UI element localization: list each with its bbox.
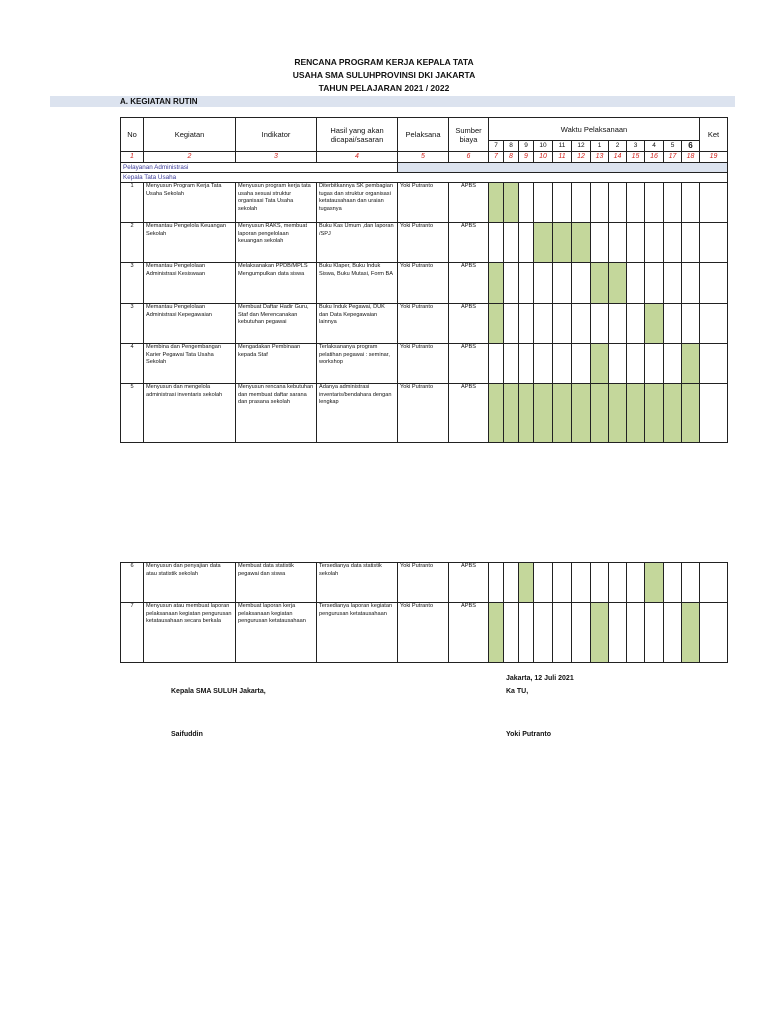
schedule-cell <box>572 563 591 603</box>
schedule-cell <box>664 344 682 384</box>
title-line-3: TAHUN PELAJARAN 2021 / 2022 <box>318 83 450 93</box>
cell-sumber: APBS <box>449 344 489 384</box>
schedule-cell <box>591 304 609 344</box>
cell-sumber: APBS <box>449 384 489 443</box>
cell-pelaksana: Yoki Putranto <box>398 603 449 663</box>
program-table-continued <box>120 562 728 663</box>
subheader-kepala: Kepala Tata Usaha <box>121 173 728 183</box>
cell-indikator: Membuat laporan kerja pelaksanaan kegiatan pengurusan ketatausahaan <box>236 603 317 663</box>
schedule-cell-active <box>609 384 627 443</box>
column-number-cell: 16 <box>645 152 664 163</box>
schedule-cell <box>682 304 700 344</box>
table-row <box>121 563 728 603</box>
header-pelaksana: Pelaksana <box>398 118 449 152</box>
month-cell: 7 <box>489 141 504 152</box>
month-cell: 12 <box>572 141 591 152</box>
table-row <box>121 223 728 263</box>
cell-no: 7 <box>121 603 144 663</box>
column-number-cell: 9 <box>519 152 534 163</box>
schedule-cell <box>627 344 645 384</box>
schedule-cell-active <box>534 223 553 263</box>
signature-right-title: Ka TU, <box>506 688 529 695</box>
schedule-cell-active <box>591 263 609 304</box>
schedule-cell <box>519 183 534 223</box>
schedule-cell <box>627 304 645 344</box>
schedule-cell <box>682 223 700 263</box>
schedule-cell-active <box>572 223 591 263</box>
cell-hasil: Tersedianya data statistik sekolah <box>317 563 398 603</box>
cell-pelaksana: Yoki Putranto <box>398 223 449 263</box>
cell-indikator: Membuat Daftar Hadir Guru, Staf dan Merencanakan kebutuhan pegawai <box>236 304 317 344</box>
schedule-cell <box>664 304 682 344</box>
cell-hasil: Buku Klaper, Buku Induk Siswa, Buku Mutasi, Form BA <box>317 263 398 304</box>
schedule-cell <box>553 603 572 663</box>
cell-hasil: Terlaksananya program pelatihan pegawai : seminar, workshop <box>317 344 398 384</box>
schedule-cell <box>504 223 519 263</box>
schedule-cell <box>572 263 591 304</box>
column-number-cell: 17 <box>664 152 682 163</box>
schedule-cell <box>504 563 519 603</box>
schedule-cell-active <box>519 384 534 443</box>
cell-indikator: Melaksanakan PPDB/MPLS Mengumpulkan data siswa <box>236 263 317 304</box>
schedule-cell-active <box>519 563 534 603</box>
schedule-cell <box>572 603 591 663</box>
schedule-cell-active <box>504 384 519 443</box>
schedule-cell <box>682 563 700 603</box>
cell-sumber: APBS <box>449 304 489 344</box>
schedule-cell <box>609 183 627 223</box>
schedule-cell <box>519 263 534 304</box>
schedule-cell <box>534 183 553 223</box>
schedule-cell-active <box>489 183 504 223</box>
signature-place-date: Jakarta, 12 Juli 2021 <box>506 675 574 682</box>
schedule-cell-active <box>609 263 627 304</box>
schedule-cell <box>504 603 519 663</box>
schedule-cell-active <box>682 603 700 663</box>
schedule-cell <box>534 603 553 663</box>
cell-pelaksana: Yoki Putranto <box>398 384 449 443</box>
schedule-cell-active <box>591 384 609 443</box>
column-number-cell: 14 <box>609 152 627 163</box>
schedule-cell-active <box>645 563 664 603</box>
column-number-cell: 13 <box>591 152 609 163</box>
column-number-cell: 1 <box>121 152 144 163</box>
section-label: A. KEGIATAN RUTIN <box>120 97 198 106</box>
cell-sumber: APBS <box>449 183 489 223</box>
cell-indikator: Mengadakan Pembinaan kepada Staf <box>236 344 317 384</box>
month-cell: 5 <box>664 141 682 152</box>
column-number-cell: 6 <box>449 152 489 163</box>
cell-ket <box>700 603 728 663</box>
cell-no: 3 <box>121 263 144 304</box>
cell-no: 1 <box>121 183 144 223</box>
schedule-cell <box>627 563 645 603</box>
schedule-cell <box>645 183 664 223</box>
schedule-cell-active <box>489 304 504 344</box>
schedule-cell-active <box>534 384 553 443</box>
schedule-cell <box>664 183 682 223</box>
schedule-cell <box>664 263 682 304</box>
signature-left-title: Kepala SMA SULUH Jakarta, <box>171 688 266 695</box>
schedule-cell <box>645 223 664 263</box>
header-kegiatan: Kegiatan <box>144 118 236 152</box>
title-line-1: RENCANA PROGRAM KERJA KEPALA TATA <box>294 57 474 67</box>
schedule-cell-active <box>489 603 504 663</box>
cell-kegiatan: Membina dan Pengembangan Karier Pegawai Tata Usaha Sekolah <box>144 344 236 384</box>
schedule-cell <box>553 304 572 344</box>
cell-pelaksana: Yoki Putranto <box>398 263 449 304</box>
schedule-cell <box>572 344 591 384</box>
schedule-cell-active <box>682 384 700 443</box>
header-indikator: Indikator <box>236 118 317 152</box>
schedule-cell-active <box>489 263 504 304</box>
header-row <box>121 118 728 141</box>
schedule-cell <box>534 563 553 603</box>
cell-indikator: Menyusun program kerja tata usaha sesuai struktur organisasi Tata Usaha sekolah <box>236 183 317 223</box>
schedule-cell <box>553 344 572 384</box>
cell-no: 6 <box>121 563 144 603</box>
cell-pelaksana: Yoki Putranto <box>398 183 449 223</box>
subheader-pelayanan: Pelayanan Administrasi <box>121 163 398 173</box>
schedule-cell <box>627 183 645 223</box>
cell-pelaksana: Yoki Putranto <box>398 304 449 344</box>
column-number-cell: 19 <box>700 152 728 163</box>
schedule-cell <box>609 603 627 663</box>
schedule-cell-active <box>664 384 682 443</box>
schedule-cell <box>504 263 519 304</box>
cell-no: 4 <box>121 344 144 384</box>
subheader-fill <box>398 163 728 173</box>
schedule-cell-active <box>591 344 609 384</box>
schedule-cell <box>572 183 591 223</box>
subheader-row <box>121 163 728 173</box>
column-number-cell: 11 <box>553 152 572 163</box>
cell-pelaksana: Yoki Putranto <box>398 344 449 384</box>
schedule-cell <box>519 304 534 344</box>
month-cell: 2 <box>609 141 627 152</box>
cell-ket <box>700 563 728 603</box>
column-number-row <box>121 152 728 163</box>
schedule-cell-active <box>572 384 591 443</box>
schedule-cell <box>553 263 572 304</box>
cell-kegiatan: Menyusun dan mengelola administrasi inventaris sekolah <box>144 384 236 443</box>
cell-no: 5 <box>121 384 144 443</box>
cell-no: 3 <box>121 304 144 344</box>
cell-kegiatan: Memantau Pengelola Keuangan Sekolah <box>144 223 236 263</box>
month-cell: 10 <box>534 141 553 152</box>
schedule-cell <box>572 304 591 344</box>
cell-hasil: Adanya administrasi inventaris/bendahara dengan lengkap <box>317 384 398 443</box>
month-cell: 9 <box>519 141 534 152</box>
cell-kegiatan: Memantau Pengelolaan Administrasi Kesiswaan <box>144 263 236 304</box>
schedule-cell <box>682 263 700 304</box>
schedule-cell <box>553 183 572 223</box>
schedule-cell <box>664 223 682 263</box>
schedule-cell <box>645 263 664 304</box>
cell-sumber: APBS <box>449 603 489 663</box>
cell-hasil: Tersedianya laporan kegiatan pengurusan ketatausahaan <box>317 603 398 663</box>
schedule-cell-active <box>553 223 572 263</box>
table-row <box>121 183 728 223</box>
column-number-cell: 12 <box>572 152 591 163</box>
schedule-cell <box>645 603 664 663</box>
schedule-cell-active <box>682 344 700 384</box>
header-hasil: Hasil yang akan dicapai/sasaran <box>317 118 398 152</box>
schedule-cell <box>591 563 609 603</box>
signature-right-name: Yoki Putranto <box>506 731 551 738</box>
schedule-cell <box>664 563 682 603</box>
schedule-cell-active <box>627 384 645 443</box>
header-sumber: Sumber biaya <box>449 118 489 152</box>
signature-left-name: Saifuddin <box>171 731 203 738</box>
month-cell: 3 <box>627 141 645 152</box>
cell-ket <box>700 263 728 304</box>
cell-ket <box>700 183 728 223</box>
cell-kegiatan: Menyusun atau membuat laporan pelaksanaan kegiatan pengurusan ketatausahaan secara berkala <box>144 603 236 663</box>
cell-sumber: APBS <box>449 223 489 263</box>
cell-indikator: Menyusun rencana kebutuhan dan membuat daftar sarana dan prasana sekolah <box>236 384 317 443</box>
month-cell: 6 <box>682 141 700 152</box>
schedule-cell <box>489 344 504 384</box>
schedule-cell <box>627 603 645 663</box>
header-waktu: Waktu Pelaksanaan <box>489 118 700 141</box>
column-number-cell: 7 <box>489 152 504 163</box>
cell-kegiatan: Memantau Pengelolaan Administrasi Kepegawaian <box>144 304 236 344</box>
cell-hasil: Buku Kas Umum ,dan laporan /SPJ <box>317 223 398 263</box>
column-number-cell: 4 <box>317 152 398 163</box>
schedule-cell <box>534 344 553 384</box>
table-row <box>121 263 728 304</box>
cell-ket <box>700 344 728 384</box>
column-number-cell: 2 <box>144 152 236 163</box>
schedule-cell <box>534 304 553 344</box>
cell-hasil: Diterbitkannya SK pembagian tugas dan struktur organisasi ketatausahaan dan uraian tugasnya <box>317 183 398 223</box>
column-number-cell: 3 <box>236 152 317 163</box>
cell-kegiatan: Menyusun Program Kerja Tata Usaha Sekolah <box>144 183 236 223</box>
column-number-cell: 18 <box>682 152 700 163</box>
cell-sumber: APBS <box>449 563 489 603</box>
header-ket: Ket <box>700 118 728 152</box>
column-number-cell: 5 <box>398 152 449 163</box>
month-cell: 11 <box>553 141 572 152</box>
document-title <box>0 56 768 95</box>
schedule-cell-active <box>489 384 504 443</box>
schedule-cell <box>591 183 609 223</box>
schedule-cell <box>489 563 504 603</box>
cell-indikator: Membuat data statistik pegawai dan siswa <box>236 563 317 603</box>
schedule-cell <box>664 603 682 663</box>
schedule-cell <box>504 304 519 344</box>
schedule-cell <box>504 344 519 384</box>
cell-ket <box>700 304 728 344</box>
schedule-cell <box>627 223 645 263</box>
month-cell: 4 <box>645 141 664 152</box>
cell-sumber: APBS <box>449 263 489 304</box>
table-row <box>121 603 728 663</box>
schedule-cell <box>534 263 553 304</box>
schedule-cell <box>627 263 645 304</box>
cell-ket <box>700 223 728 263</box>
schedule-cell <box>519 344 534 384</box>
month-cell: 8 <box>504 141 519 152</box>
month-cell: 1 <box>591 141 609 152</box>
header-no: No <box>121 118 144 152</box>
schedule-cell-active <box>553 384 572 443</box>
schedule-cell <box>553 563 572 603</box>
schedule-cell <box>519 223 534 263</box>
table-row <box>121 304 728 344</box>
schedule-cell <box>489 223 504 263</box>
title-line-2: USAHA SMA SULUHPROVINSI DKI JAKARTA <box>292 70 476 80</box>
schedule-cell <box>682 183 700 223</box>
column-number-cell: 10 <box>534 152 553 163</box>
schedule-cell <box>609 304 627 344</box>
schedule-cell <box>609 344 627 384</box>
column-number-cell: 15 <box>627 152 645 163</box>
cell-kegiatan: Menyusun dan penyajian data atau statistik sekolah <box>144 563 236 603</box>
program-table <box>120 117 728 443</box>
schedule-cell <box>519 603 534 663</box>
schedule-cell <box>591 223 609 263</box>
cell-ket <box>700 384 728 443</box>
table-row <box>121 384 728 443</box>
cell-indikator: Menyusun RAKS, membuat laporan pengelolaan keuangan sekolah <box>236 223 317 263</box>
schedule-cell-active <box>645 384 664 443</box>
schedule-cell <box>609 223 627 263</box>
schedule-cell-active <box>591 603 609 663</box>
schedule-cell <box>645 344 664 384</box>
cell-hasil: Buku Induk Pegawai, DUK dan Data Kepegawaian lainnya <box>317 304 398 344</box>
subheader-row <box>121 173 728 183</box>
table-row <box>121 344 728 384</box>
schedule-cell-active <box>645 304 664 344</box>
schedule-cell-active <box>504 183 519 223</box>
cell-pelaksana: Yoki Putranto <box>398 563 449 603</box>
column-number-cell: 8 <box>504 152 519 163</box>
schedule-cell <box>609 563 627 603</box>
cell-no: 2 <box>121 223 144 263</box>
